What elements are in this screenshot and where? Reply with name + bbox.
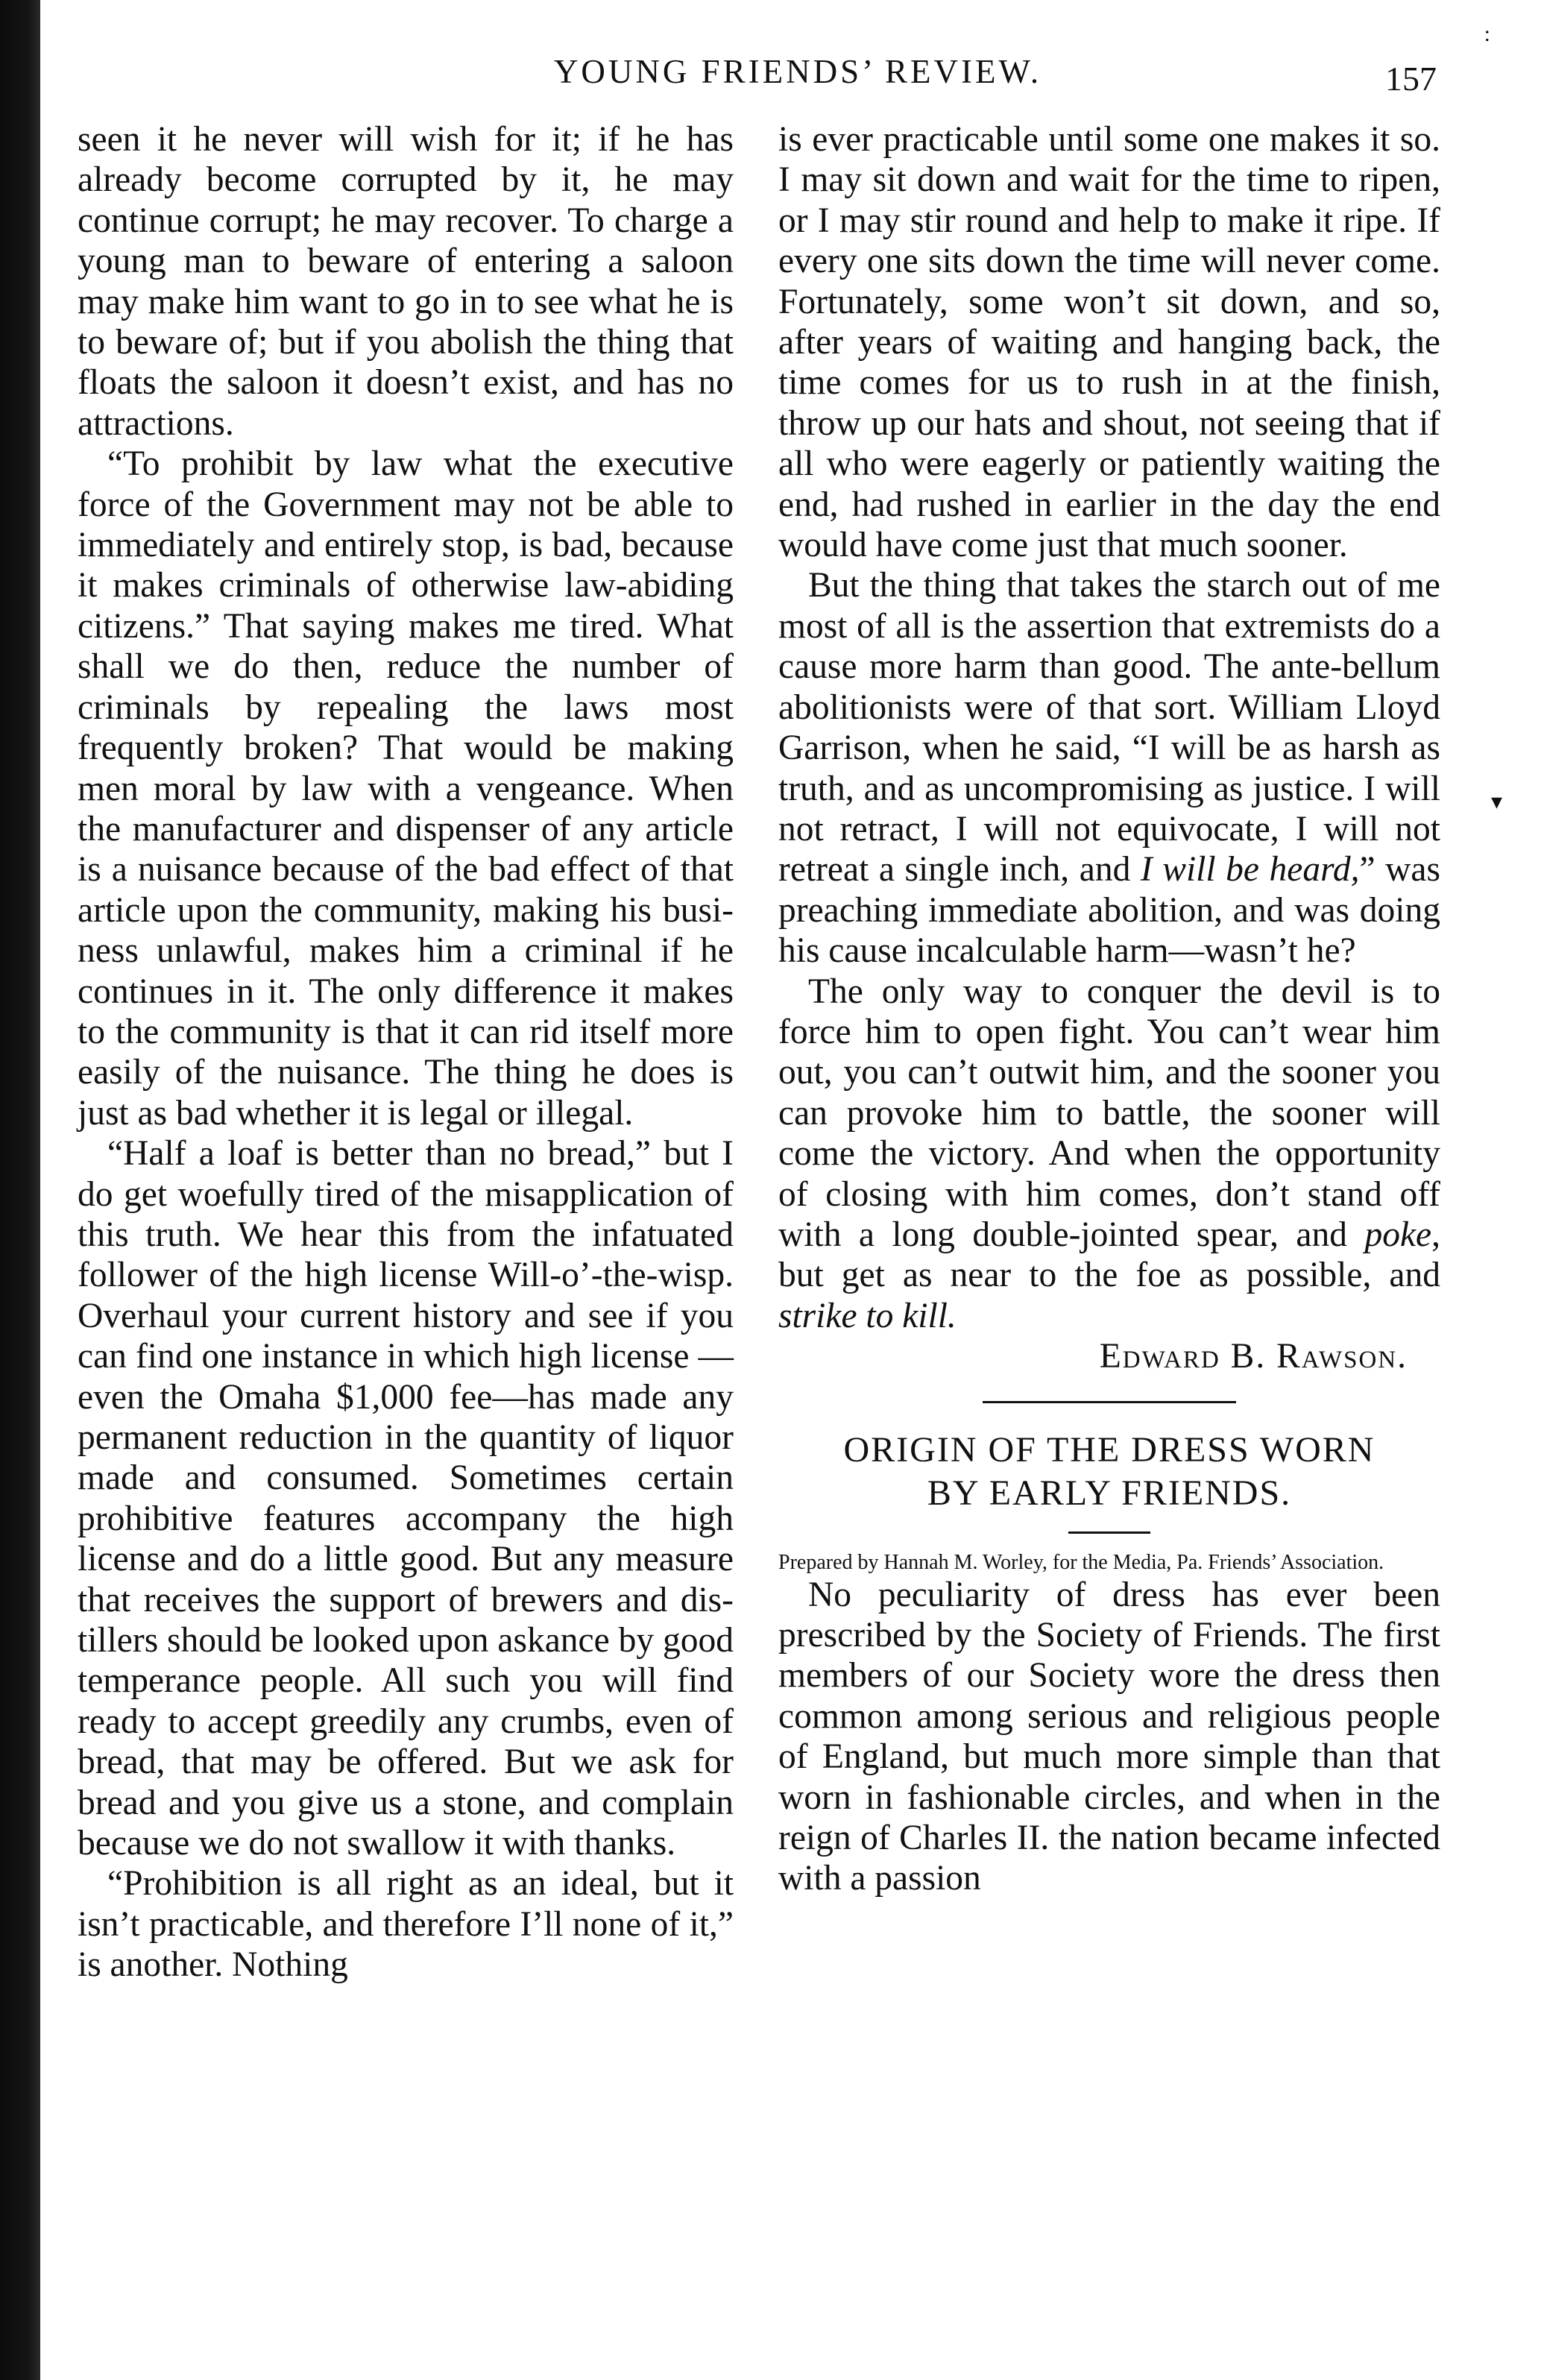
text-run: , but get as near to the foe as possible, and (778, 1215, 1440, 1295)
author-signature: Edward B. Rawson. (1099, 1337, 1408, 1376)
italic-quote: I will be heard, (1140, 850, 1360, 890)
left-paragraph-2: “To prohibit by law what the executive force of the Government may not be able to immediately and entirely stop, is bad, because it makes criminals of otherwise law-abiding citizens.” That saying makes me tired. What shall we do then, reduce the number of criminals by repealing the laws most frequently broken? That would be making men moral by law with a vengeance. When the manufacturer and dispenser of any article is a nuisance because of the bad effect of that article upon the community, making his business unlawful, makes him a criminal if he continues in it. The only difference it makes to the community is that it can rid itself more easily of the nuisance. The thing he does is just as bad whether it is legal or illegal. (78, 444, 734, 1133)
left-paragraph-4: “Prohibition is all right as an ideal, but it isn’t practicable, and therefore I’ll none of it,” is another. Nothing (78, 1864, 734, 1985)
italic-word: poke (1364, 1215, 1432, 1254)
byline: Prepared by Hannah M. Worley, for the Media, Pa. Friends’ Association. (778, 1550, 1384, 1574)
page-number: 157 (1385, 60, 1437, 98)
right-paragraph-4: No peculiarity of dress has ever been prescribed by the Society of Friends. The first members of our Society wore the dress then common among serious and religious people of England, but much more simple than that worn in fashionable circles, and when in the reign of Charles II. the nation became infected with a passion (778, 1575, 1440, 1898)
italic-phrase: strike to kill. (778, 1296, 957, 1335)
book-spine-shadow (0, 0, 40, 2380)
right-column (778, 119, 1440, 1899)
left-column (78, 119, 734, 1986)
corner-mark: : (1484, 22, 1490, 46)
stray-ink-mark: ▾ (1491, 790, 1503, 814)
text-run: ” was preaching immediate abolition, and was doing his cause incalculable harm—wasn’t he? (778, 850, 1440, 971)
right-paragraph-3 (778, 972, 1440, 1337)
left-paragraph-1: seen it he never will wish for it; if he has already become corrupted by it, he may continue corrupt; he may recover. To charge a young man to beware of entering a saloon may make him want to go in to see what he is to beware of; but if you abolish the thing that floats the saloon it doesn’t exist, and has no attractions. (78, 120, 734, 443)
left-paragraph-3: “Half a loaf is better than no bread,” but I do get woefully tired of the misapplication of this truth. We hear this from the infatuated follower of the high license Will-o’-the-wisp. Overhaul your current history and see if you can find one instance in which high license —even the Omaha $1,000 fee—has made any permanent reduction in the quantity of liquor made and consumed. Sometimes certain prohibitive features accompany the high license and do a little good. But any measure that receives the support of brewers and distillers should be looked upon askance by good temperance people. All such you will find ready to accept greedily any crumbs, even of bread, that may be offered. But we ask for bread and you give us a stone, and complain because we do not swallow it with thanks. (78, 1134, 734, 1863)
running-title: YOUNG FRIENDS’ REVIEW. (553, 53, 1042, 90)
article-title-line-1: ORIGIN OF THE DRESS WORN (843, 1429, 1375, 1470)
article-title-line-2: BY EARLY FRIENDS. (927, 1473, 1292, 1513)
section-divider (983, 1401, 1236, 1403)
right-paragraph-2 (778, 565, 1440, 971)
title-divider (1068, 1531, 1150, 1534)
right-paragraph-1: is ever practicable until some one makes it so. I may sit down and wait for the time to ripen, or I may stir round and help to make it ripe. If every one sits down the time will never come. Fortunately, some won’t sit down, and so, after years of waiting and hanging back, the time comes for us to rush in at the finish, throw up our hats and shout, not seeing that if all who were eagerly or patiently waiting the end, had rushed in earlier in the day the end would have come just that much sooner. (778, 120, 1440, 565)
text-run: The only way to conquer the devil is to force him to open fight. You can’t wear him out, you can’t outwit him, and the sooner you can provoke him to battle, the sooner will come the victory. And when the opportunity of closing with him comes, don’t stand off with a long double-jointed spear, and (778, 972, 1440, 1254)
text-run: But the thing that takes the starch out of me most of all is the assertion that extremists do a cause more harm than good. The ante-bellum abolitionists were of that sort. William Lloyd Garrison, when he said, “I will be as harsh as truth, and as uncompromising as justice. I will not retract, I will not equivocate, I will not retreat a single inch, and (778, 566, 1440, 890)
